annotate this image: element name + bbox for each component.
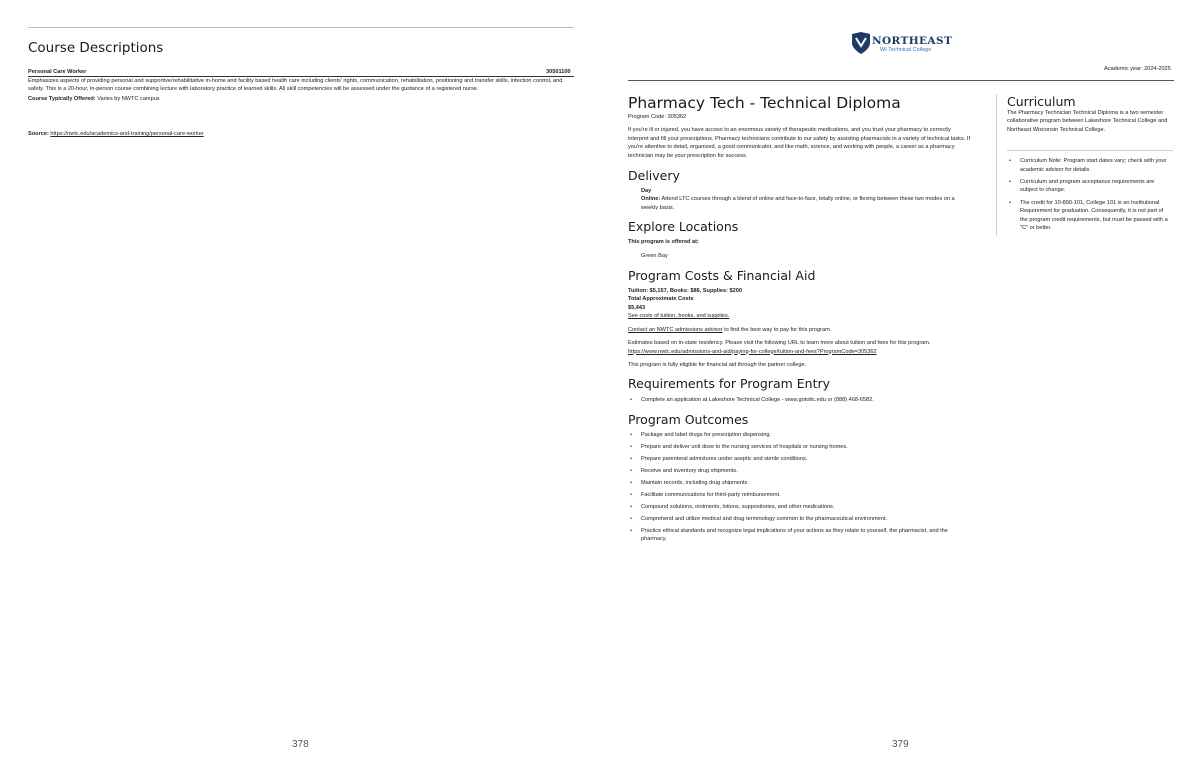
requirements-heading: Requirements for Program Entry: [628, 376, 831, 392]
see-costs-link[interactable]: See costs of tuition, books, and supplies.: [628, 313, 730, 320]
course-title: Personal Care Worker: [28, 69, 87, 75]
tuition-fees-link[interactable]: https://www.nwtc.edu/admissions-and-aid/paying-for-college/tuition-and-fees?ProgramCode=305362: [628, 348, 877, 355]
curriculum-heading: Curriculum: [1007, 94, 1076, 109]
outcome-item: • Package and label drugs for prescription dispensing.: [628, 431, 973, 439]
advisor-link[interactable]: Contact an NWTC admissions advisor: [628, 326, 723, 333]
requirement-item: • Complete an application at Lakeshore Technical College - www.gotoltc.edu or (888) 468-6582.: [628, 396, 973, 404]
right-page: [600, 0, 1200, 776]
curriculum-sidebar: [996, 94, 1173, 236]
curriculum-note: • Curriculum and program acceptance requirements are subject to change.: [1007, 178, 1171, 195]
estimates-text: Estimates based on in-state residency. Please visit the following URL to learn more about tuition and fees for this program.: [628, 340, 931, 347]
outcome-item: • Maintain records, including drug shipments.: [628, 479, 973, 487]
program-code: Program Code: 305362: [628, 114, 687, 120]
requirements-list: [628, 396, 973, 404]
header-rule: [628, 80, 1174, 81]
curriculum-note: • The credit for 10-890-101, College 101 is an Institutional Requirement for graduation. Consequently, it is not part of the program credit requirements, but must be passed with a "C" or better.: [1007, 199, 1171, 233]
course-offered-value: Varies by NWTC campus: [97, 96, 160, 102]
outcome-item: • Receive and inventory drug shipments.: [628, 467, 973, 475]
outcome-item: • Prepare parenteral admixtures under aseptic and sterile conditions.: [628, 455, 973, 463]
logo-subtitle: WI Technical College: [880, 47, 932, 53]
shield-logo-icon: [850, 31, 872, 55]
outcome-item: • Facilitate communications for third-party reimbursement.: [628, 491, 973, 499]
logo-name: NORTHEAST: [872, 35, 953, 47]
outcomes-list: [628, 431, 973, 544]
source-label: Source:: [28, 131, 49, 137]
course-offered: [28, 95, 160, 103]
program-title: Pharmacy Tech - Technical Diploma: [628, 94, 901, 112]
section-heading: Course Descriptions: [28, 40, 164, 56]
outcome-item: • Practice ethical standards and recognize legal implications of your actions as they relate to yourself, the pharmacist, and the pharmacy.: [628, 527, 973, 544]
course-offered-label: Course Typically Offered:: [28, 96, 96, 102]
locations-heading: Explore Locations: [628, 219, 739, 235]
outcome-item: • Comprehend and utilize medical and drug terminology common to the pharmaceutical environment.: [628, 515, 973, 523]
delivery-mode: Day: [641, 188, 652, 195]
course-description: Emphasizes aspects of providing personal and supportive/rehabilitative in-home and facility based health care including clients' rights, communication, rehabilitation, positioning and transfer skills, infection control, and safety. This is a 20-hour, in-person course combining lecture with laboratory practice of learned skills. All skill competencies will be assessed under the guidance of a registered nurse.: [28, 78, 563, 93]
college-logo: [850, 31, 960, 55]
course-code: 30501100: [546, 69, 571, 75]
curriculum-note: • Curriculum Note: Program start dates vary; check with your academic advisor for details.: [1007, 157, 1171, 174]
outcome-item: • Prepare and deliver unit dose to the nursing services of hospitals or nursing homes.: [628, 443, 973, 451]
source-link[interactable]: https://nwtc.edu/academics-and-training/personal-care-worker: [50, 131, 204, 137]
online-label: Online:: [641, 196, 661, 203]
page-number: 379: [892, 739, 909, 750]
outcomes-heading: Program Outcomes: [628, 411, 749, 427]
academic-year: Academic year: 2024-2025: [1104, 66, 1171, 72]
advisor-line: [628, 326, 973, 334]
source-line: [28, 130, 204, 138]
outcome-item: • Compound solutions, ointments, lotions, suppositories, and other medications.: [628, 503, 973, 511]
location-green-bay: Green Bay: [641, 252, 668, 259]
total-costs-label: Total Approximate Costs: [628, 296, 694, 303]
curriculum-divider: [1007, 150, 1173, 151]
top-rule: [28, 27, 574, 28]
page-number: 378: [292, 739, 309, 750]
delivery-online: [641, 195, 971, 212]
program-intro: If you're ill or injured, you have access to an enormous variety of therapeutic medications, and you trust your pharmacy to correctly interpret and fill your prescriptions. Pharmacy technicians contribute to our safety by assisting pharmacists in a variety of technical tasks. If you're attentive to detail, organized, a good communicator, and like math, science, and working with people, a career as a pharmacy technician may be your prescription for success.: [628, 127, 970, 159]
online-text: Attend LTC courses through a blend of online and face-to-face, totally online, or flexing between these two modes on a weekly basis.: [641, 196, 955, 211]
locations-label: This program is offered at:: [628, 239, 699, 246]
costs-breakdown: Tuition: $5,157, Books: $86, Supplies: $200: [628, 288, 742, 295]
financial-aid-text: This program is fully eligible for financial aid through the partner college.: [628, 361, 807, 368]
costs-heading: Program Costs & Financial Aid: [628, 268, 816, 284]
total-costs-value: $5,443: [628, 304, 646, 311]
curriculum-text: The Pharmacy Technician Technical Diploma is a two semester collaborative program between Lakeshore Technical College and Northeast Wisconsin Technical College.: [1007, 110, 1168, 133]
advisor-text: to find the best way to pay for this program.: [722, 326, 832, 333]
main-column: [628, 94, 973, 547]
curriculum-notes: [1007, 157, 1171, 232]
delivery-heading: Delivery: [628, 168, 680, 184]
